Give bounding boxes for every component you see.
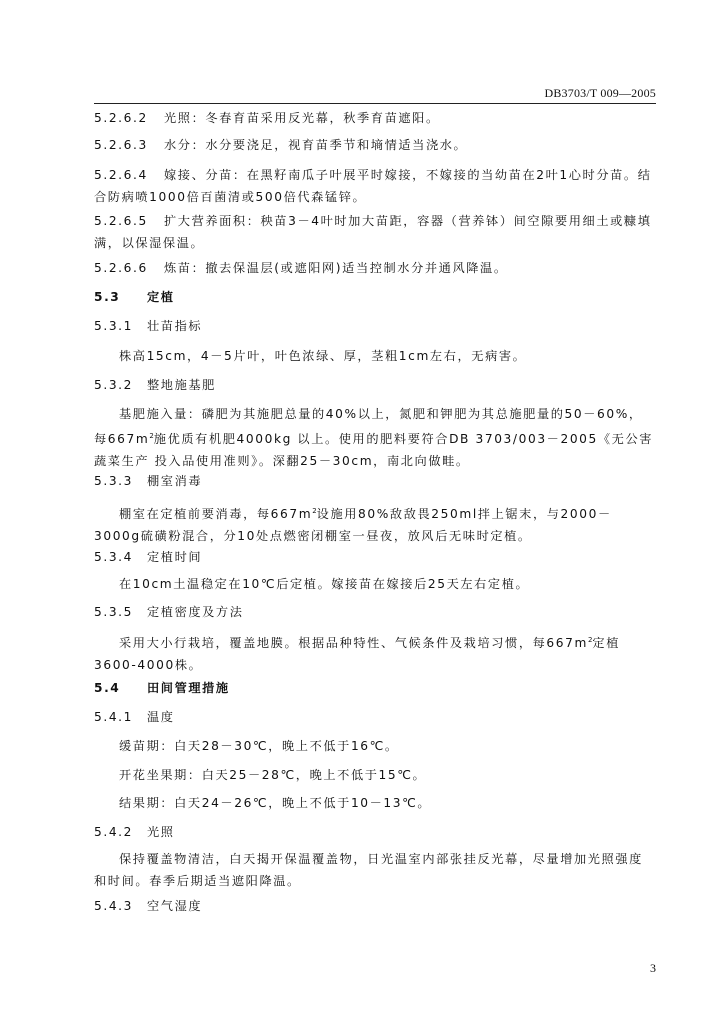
section-5-4-2-body: 保持覆盖物清洁，白天揭开保温覆盖物，日光温室内部张挂反光幕，尽量增加光照强度和时间。春季后期适当遮阳降温。 (94, 852, 643, 888)
clause-text: 水分：水分要浇足，视育苗季节和墒情适当浇水。 (164, 138, 468, 152)
clause-number: 5.2.6.3 (94, 138, 148, 152)
section-5-4-1-heading (94, 706, 175, 728)
header-rule (94, 103, 656, 104)
body-text: 基肥施入量：磷肥为其施肥总量的40%以上，氮肥和钾肥为其总施肥量的50－60%，每667m (94, 407, 643, 447)
section-title: 整地施基肥 (147, 378, 216, 392)
section-number: 5.3 (94, 290, 121, 304)
temperature-line: 开花坐果期：白天25－28℃，晚上不低于15℃。 (119, 768, 427, 782)
clause-5-2-6-6 (94, 257, 656, 279)
section-title: 定植时间 (147, 550, 203, 564)
clause-number: 5.2.6.2 (94, 111, 148, 125)
section-title: 温度 (147, 710, 175, 724)
clause-text: 扩大营养面积：秧苗3－4叶时加大苗距，容器（营养钵）间空隙要用细土或糠填满，以保湿保温。 (94, 214, 652, 250)
section-5-3-3-body (94, 500, 656, 547)
section-number: 5.4 (94, 681, 121, 695)
body-text: 施优质有机肥4000kg 以上。使用的肥料要符合DB 3703/003－2005《无公害蔬菜生产 投入品使用准则》。深翻25－30cm，南北向做畦。 (94, 432, 654, 469)
clause-5-2-6-3 (94, 134, 656, 156)
section-number: 5.3.5 (94, 605, 134, 619)
section-5-3-heading (94, 286, 175, 308)
body-text: 定植3600-4000株。 (94, 636, 620, 673)
clause-5-2-6-4 (94, 164, 656, 208)
temperature-line: 缓苗期：白天28－30℃，晚上不低于16℃。 (119, 739, 399, 753)
superscript: 2 (149, 432, 154, 440)
section-5-3-1-heading (94, 315, 202, 337)
section-5-4-heading (94, 677, 230, 699)
section-5-3-3-heading (94, 470, 202, 492)
section-number: 5.3.2 (94, 378, 134, 392)
section-5-3-4-body: 在10cm土温稳定在10℃后定植。嫁接苗在嫁接后25天左右定植。 (119, 577, 530, 591)
section-5-3-2-body (94, 403, 656, 472)
section-number: 5.3.1 (94, 319, 134, 333)
body-text: 棚室在定植前要消毒，每667m (119, 507, 313, 522)
section-5-3-5-heading (94, 601, 244, 623)
section-title: 空气湿度 (147, 899, 203, 913)
page-number: 3 (650, 961, 656, 975)
clause-5-2-6-5 (94, 210, 656, 254)
clause-number: 5.2.6.6 (94, 261, 148, 275)
clause-text: 嫁接、分苗：在黑籽南瓜子叶展平时嫁接，不嫁接的当幼苗在2叶1心时分苗。结合防病喷1000倍百菌清或500倍代森锰锌。 (94, 168, 652, 204)
clause-5-2-6-2 (94, 107, 656, 129)
section-5-3-5-body (94, 629, 656, 676)
section-title: 壮苗指标 (147, 319, 203, 333)
section-5-3-2-heading (94, 374, 216, 396)
temperature-line: 结果期：白天24－26℃，晚上不低于10－13℃。 (119, 796, 432, 810)
section-5-3-1-body: 株高15cm，4－5片叶，叶色浓绿、厚，茎粗1cm左右，无病害。 (119, 349, 527, 363)
document-id: DB3703/T 009—2005 (544, 86, 656, 100)
section-number: 5.3.4 (94, 550, 134, 564)
section-title: 定植 (147, 290, 175, 304)
section-5-4-3-heading (94, 895, 202, 917)
section-title: 光照 (147, 825, 175, 839)
superscript: 2 (587, 636, 593, 644)
clause-number: 5.2.6.4 (94, 168, 148, 182)
section-5-3-4-heading (94, 546, 202, 568)
section-title: 棚室消毒 (147, 474, 203, 488)
section-title: 田间管理措施 (147, 681, 230, 695)
clause-number: 5.2.6.5 (94, 214, 148, 228)
body-text: 设施用80%敌敌畏250ml拌上锯末，与2000－3000g硫磺粉混合，分10处点燃密闭棚室一昼夜，放风后无味时定植。 (94, 507, 612, 544)
body-text: 采用大小行栽培，覆盖地膜。根据品种特性、气候条件及栽培习惯，每667m (119, 636, 588, 651)
section-number: 5.4.3 (94, 899, 134, 913)
section-number: 5.4.1 (94, 710, 134, 724)
section-5-4-2-heading (94, 821, 175, 843)
superscript: 2 (312, 507, 317, 515)
clause-text: 光照：冬春育苗采用反光幕，秋季育苗遮阳。 (164, 111, 440, 125)
section-number: 5.4.2 (94, 825, 134, 839)
clause-text: 炼苗：撤去保温层(或遮阳网)适当控制水分并通风降温。 (164, 261, 508, 275)
section-title: 定植密度及方法 (147, 605, 244, 619)
section-number: 5.3.3 (94, 474, 134, 488)
